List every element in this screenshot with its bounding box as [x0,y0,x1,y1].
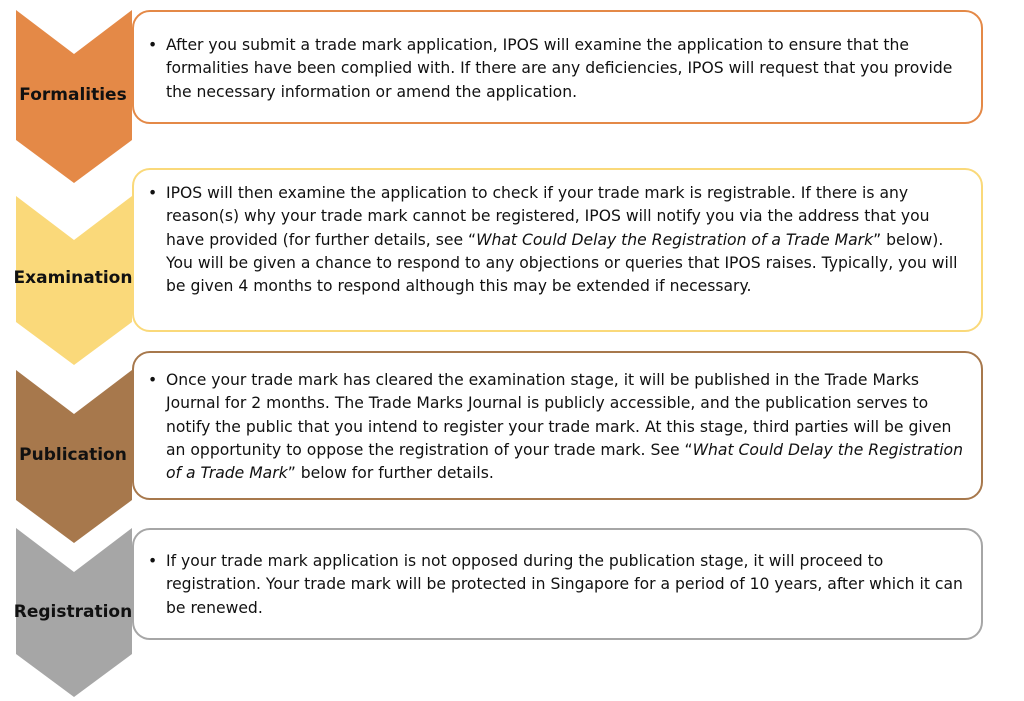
description-text: ” below for further details. [287,464,494,483]
italic-reference: What Could Delay the Registration of a Trade Mark [476,230,874,249]
bullet-marker: • [148,184,158,202]
bullet-marker: • [148,36,158,54]
stage-description-publication [148,369,971,485]
description-text: If your trade mark application is not opposed during the publication stage, it will proceed to registration. Your trade mark will be protected in Singapore for a period of 10 years, after which it can be renewed. [166,552,963,617]
stage-description-formalities [148,34,971,104]
stage-box-formalities [132,10,983,124]
stage-box-examination [132,168,983,332]
stage-label-examination: Examination [13,268,133,288]
stage-description-registration [148,550,971,620]
description-text: IPOS will then examine the application to check if your trade mark is registrable. If there is any reason(s) why your trade mark cannot be registered, IPOS will notify you via the address that you have provided (for further details, see “ [166,184,930,249]
italic-reference: What Could Delay the Registration of a Trade Mark [166,440,963,483]
stage-label-registration: Registration [13,602,133,622]
stage-description-examination [148,182,971,298]
description-text: Once your trade mark has cleared the examination stage, it will be published in the Trade Marks Journal for 2 months. The Trade Marks Journal is publicly accessible, and the publication serves to notify the public that you intend to register your trade mark. At this stage, third parties will be given an opportunity to oppose the registration of your trade mark. See “ [166,371,952,459]
stage-box-registration [132,528,983,640]
description-text: After you submit a trade mark application, IPOS will examine the application to ensure that the formalities have been complied with. If there are any deficiencies, IPOS will request that you provide the necessary information or amend the application. [166,36,953,101]
stage-label-formalities: Formalities [19,85,127,105]
description-text: ” below). You will be given a chance to respond to any objections or queries that IPOS raises. Typically, you will be given 4 months to respond although this may be extended if necessary. [166,230,958,296]
stage-box-publication [132,351,983,500]
stage-label-publication: Publication [19,445,127,465]
bullet-marker: • [148,371,158,389]
bullet-marker: • [148,552,158,570]
